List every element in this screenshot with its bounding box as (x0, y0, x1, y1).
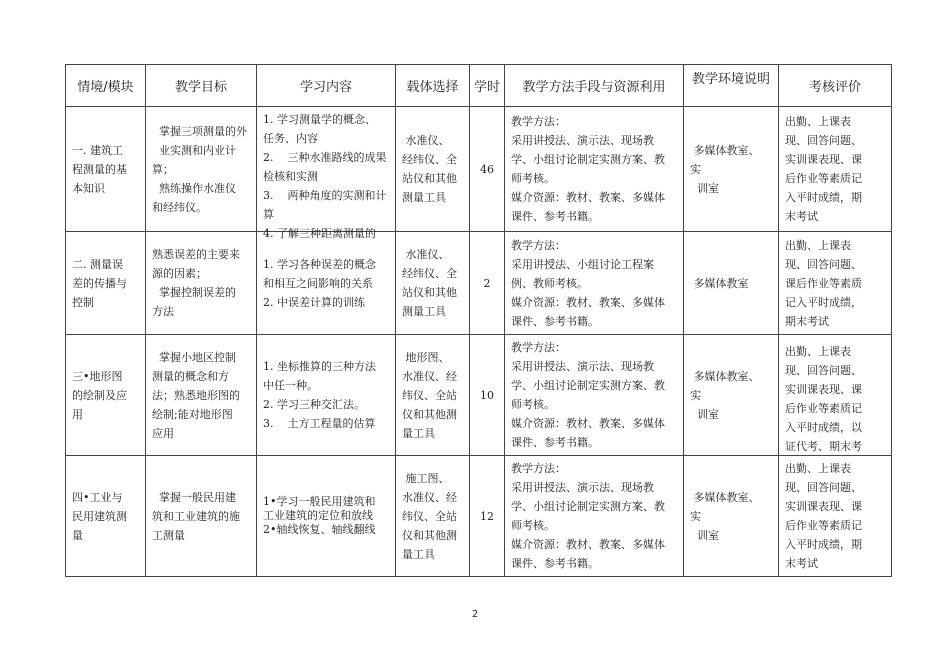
hours-cell: 10 (470, 335, 505, 456)
table-row (66, 335, 892, 456)
goal-cell: 掌握一般民用建 筑和工业建筑的施 工测量 (146, 456, 257, 577)
goal-cell: 掌握小地区控制 测量的概念和方 法；熟悉地形图的 绘制;能对地形图 应用 (146, 335, 257, 456)
content-cell: 1•学习一般民用建筑和 工业建筑的定位和放线 2•轴线恢复、轴线翻线 (257, 456, 396, 577)
eval-cell: 出勤、上课表 现、回答问题、 实训课表现、课 后作业等素质记 入平时成绩，期 末考试 (779, 107, 892, 232)
header-env: 教学环境说明 (684, 65, 779, 107)
content-cell: 1. 学习各种误差的概念 和相互之间影响的关系 2. 中误差计算的训练 (257, 232, 396, 335)
hours-cell: 46 (470, 107, 505, 232)
module-cell: 二. 测量误 差的传播与 控制 (66, 232, 146, 335)
env-cell: 多媒体教室 (684, 232, 779, 335)
module-cell: 一. 建筑工 程测量的基 本知识 (66, 107, 146, 232)
goal-cell: 掌握三项测量的外 业实测和内业计 算； 熟练操作水准仪 和经纬仪。 (146, 107, 257, 232)
table-header-row (66, 65, 892, 107)
page-number: 2 (471, 609, 479, 620)
header-method: 教学方法手段与资源利用 (505, 65, 684, 107)
table-row (66, 107, 892, 232)
table-row (66, 456, 892, 577)
hours-cell: 12 (470, 456, 505, 577)
carrier-cell: 施工图、 水准仪、经 纬仪、全站 仪和其他测 量工具 (396, 456, 470, 577)
header-content: 学习内容 (257, 65, 396, 107)
eval-cell: 出勤、上课表 现、回答问题、 实训课表现、课 后作业等素质记 入平时成绩，期 末考试 (779, 456, 892, 577)
carrier-cell: 水准仪、 经纬仪、全 站仪和其他 测量工具 (396, 107, 470, 232)
hours-cell: 2 (470, 232, 505, 335)
header-goal: 教学目标 (146, 65, 257, 107)
env-cell: 多媒体教室、 实 训室 (684, 335, 779, 456)
content-cell: 1. 坐标推算的三种方法 中任一种。 2. 学习三种交汇法。 3. 土方工程量的估算 (257, 335, 396, 456)
env-cell: 多媒体教室、 实 训室 (684, 107, 779, 232)
module-cell: 四•工业与 民用建筑测 量 (66, 456, 146, 577)
goal-cell: 熟悉误差的主要来 源的因素； 掌握控制误差的 方法 (146, 232, 257, 335)
carrier-cell: 水准仪、 经纬仪、全 站仪和其他 测量工具 (396, 232, 470, 335)
eval-cell: 出勤、上课表 现、回答问题、 实训课表现、课 后作业等素质记 入平时成绩，以 证代考、期末考 (779, 335, 892, 456)
env-cell: 多媒体教室、 实 训室 (684, 456, 779, 577)
eval-cell: 出勤、上课表 现、回答问题、 课后作业等素质 记入平时成绩， 期末考试 (779, 232, 892, 335)
header-eval: 考核评价 (779, 65, 892, 107)
method-cell: 教学方法： 采用讲授法、演示法、现场教 学、小组讨论制定实测方案、教 师考核。 媒介资源：教材、教案、多媒体 课件、参考书籍。 (505, 107, 684, 232)
module-cell: 三•地形图 的绘制及应 用 (66, 335, 146, 456)
table-row (66, 232, 892, 335)
method-cell: 教学方法： 采用讲授法、演示法、现场教 学、小组讨论制定实测方案、教 师考核。 媒介资源：教材、教案、多媒体 课件、参考书籍。 (505, 456, 684, 577)
method-cell: 教学方法： 采用讲授法、小组讨论工程案 例、教师考核。 媒介资源：教材、教案、多媒体 课件、参考书籍。 (505, 232, 684, 335)
header-hours: 学时 (470, 65, 505, 107)
header-carrier: 载体选择 (396, 65, 470, 107)
carrier-cell: 地形图、 水准仪、经 纬仪、全站 仪和其他测 量工具 (396, 335, 470, 456)
method-cell: 教学方法： 采用讲授法、演示法、现场教 学、小组讨论制定实测方案、教 师考核。 媒介资源：教材、教案、多媒体 课件、参考书籍。 (505, 335, 684, 456)
curriculum-table (65, 64, 892, 577)
content-cell: 1. 学习测量学的概念、 任务、内容 2. 三种水准路线的成果 检核和实测 3. 两种角度的实测和计 算 4. 了解三种距离测量的 (257, 107, 396, 232)
header-module: 情境/模块 (66, 65, 146, 107)
